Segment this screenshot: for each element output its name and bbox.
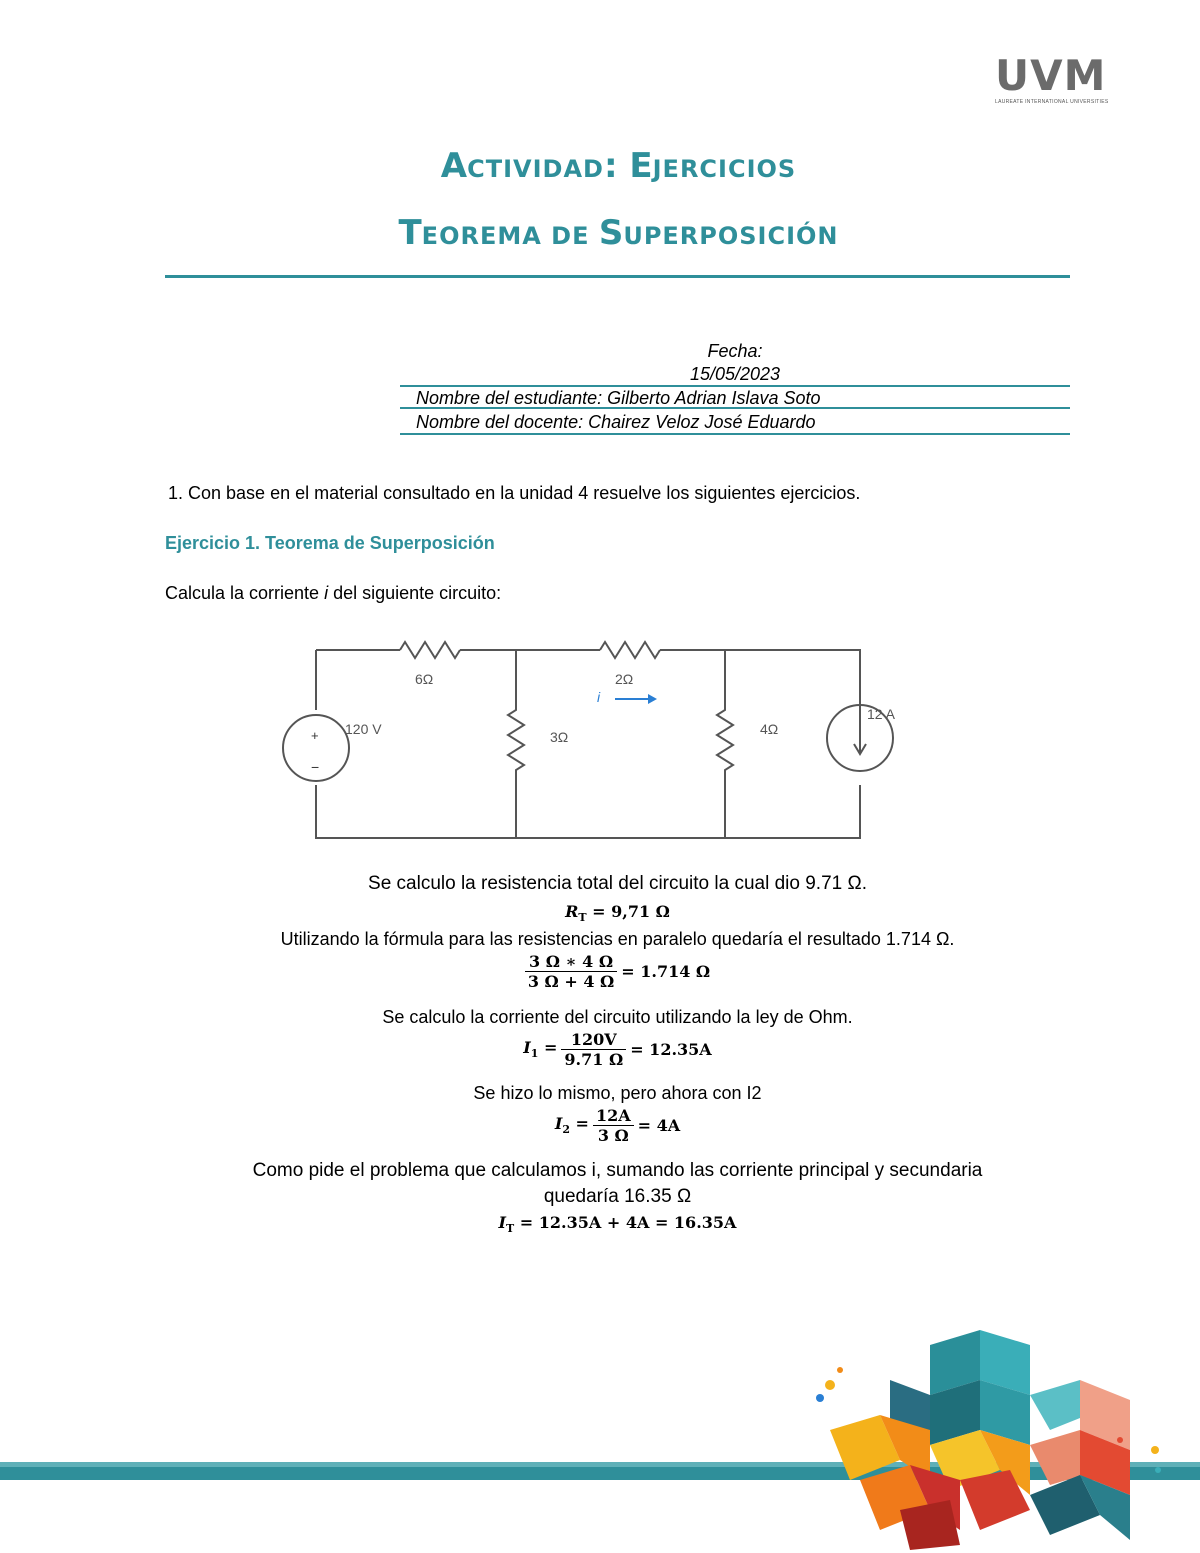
minus-sign: − [311, 759, 320, 775]
title-sc: JERCICIOS [652, 155, 797, 183]
decorative-cubes [800, 1330, 1180, 1550]
eq-symbol: I [554, 1114, 563, 1134]
exercise-title: Ejercicio 1. Teorema de Superposición [165, 533, 495, 553]
subtitle-sc: UPERPOSICIÓN [623, 222, 839, 250]
eq-symbol: I [523, 1038, 531, 1058]
dot [825, 1380, 835, 1390]
plus-sign: + [311, 728, 319, 743]
solution-step-4: Se hizo lo mismo, pero ahora con I2 [473, 1083, 762, 1103]
document-title [0, 146, 1200, 186]
exercise-prompt [165, 583, 501, 604]
subtitle-cap: S [598, 213, 624, 253]
dot [1155, 1467, 1161, 1473]
fraction [561, 1030, 626, 1069]
equation-it [165, 1213, 1070, 1235]
equation-i2 [165, 1106, 1070, 1145]
eq-equals: = [569, 1114, 589, 1134]
prompt-text: del siguiente circuito: [328, 583, 502, 603]
eq-subscript: T [506, 1222, 515, 1236]
eq-value: = 12.35A [630, 1040, 712, 1059]
solution-step-5b: quedaría 16.35 Ω [543, 1186, 692, 1207]
fecha-label: Fecha: [707, 341, 763, 361]
label-isource: 12 A [866, 706, 895, 722]
eq-symbol: I [498, 1213, 507, 1232]
wire [316, 785, 860, 838]
uvm-logo [995, 51, 1125, 105]
teacher-name: Nombre del docente: Chairez Veloz José Eduardo [400, 411, 1070, 435]
label-current: i [597, 689, 601, 705]
equation-rt [165, 902, 1070, 924]
eq-subscript: 2 [562, 1123, 570, 1137]
eq-subscript: 1 [530, 1047, 539, 1061]
document-subtitle [0, 213, 1200, 253]
dot [1117, 1437, 1123, 1443]
numerator: 120V [561, 1030, 626, 1050]
subtitle-sc: EOREMA DE [421, 222, 599, 250]
label-r2: 2Ω [615, 671, 634, 687]
eq-subscript: T [578, 911, 587, 925]
fecha-value: 15/05/2023 [689, 364, 781, 384]
denominator: 9.71 Ω [564, 1050, 624, 1069]
label-r1: 6Ω [415, 671, 434, 687]
title-cap: A [440, 146, 468, 186]
eq-value: = 1.714 Ω [621, 962, 711, 981]
logo-text: UVM [995, 51, 1107, 100]
label-r4: 4Ω [760, 721, 779, 737]
numerator: 12A [593, 1106, 634, 1126]
title-sc: CTIVIDAD [467, 155, 604, 183]
title-cap: : E [603, 146, 653, 186]
fraction [593, 1106, 634, 1145]
equation-i1 [165, 1030, 1070, 1069]
fraction [525, 952, 617, 991]
title-rule [165, 275, 1070, 278]
dot [816, 1394, 824, 1402]
dot [837, 1367, 843, 1373]
numerator: 3 Ω ∗ 4 Ω [525, 952, 617, 972]
solution-step-5a: Como pide el problema que calculamos i, sumando las corriente principal y secundaria [252, 1160, 983, 1181]
label-vsource: 120 V [345, 721, 382, 737]
circuit-diagram [270, 630, 900, 850]
cube-cluster [830, 1330, 1130, 1550]
dot [1151, 1446, 1159, 1454]
eq-value: = 12.35A + 4A = 16.35A [514, 1213, 737, 1232]
resistor-6 [400, 642, 460, 658]
solution-step-1: Se calculo la resistencia total del circuito la cual dio 9.71 Ω. [368, 873, 867, 894]
equation-parallel [165, 952, 1070, 991]
prompt-text: Calcula la corriente [165, 583, 325, 603]
subtitle-cap: T [398, 213, 422, 253]
eq-equals: = [538, 1038, 558, 1058]
logo-subtext: LAUREATE INTERNATIONAL UNIVERSITIES [995, 99, 1109, 105]
wire [660, 650, 860, 720]
eq-value: = 9,71 Ω [586, 902, 670, 921]
resistor-3 [508, 650, 524, 838]
eq-symbol: R [565, 902, 579, 921]
solution-step-2: Utilizando la fórmula para las resistencias en paralelo quedaría el resultado 1.714 Ω. [280, 929, 955, 949]
current-arrowhead [648, 694, 657, 704]
label-r3: 3Ω [550, 729, 569, 745]
resistor-2 [600, 642, 660, 658]
resistor-4 [717, 650, 733, 838]
denominator: 3 Ω + 4 Ω [527, 972, 615, 991]
solution-step-3: Se calculo la corriente del circuito utilizando la ley de Ohm. [382, 1007, 853, 1027]
instruction: 1. Con base en el material consultado en la unidad 4 resuelve los siguientes ejercicios. [168, 483, 861, 503]
student-name: Nombre del estudiante: Gilberto Adrian Islava Soto [400, 385, 1070, 409]
denominator: 3 Ω [597, 1126, 629, 1145]
prompt-variable: i [324, 583, 329, 603]
eq-value: = 4A [637, 1116, 681, 1135]
